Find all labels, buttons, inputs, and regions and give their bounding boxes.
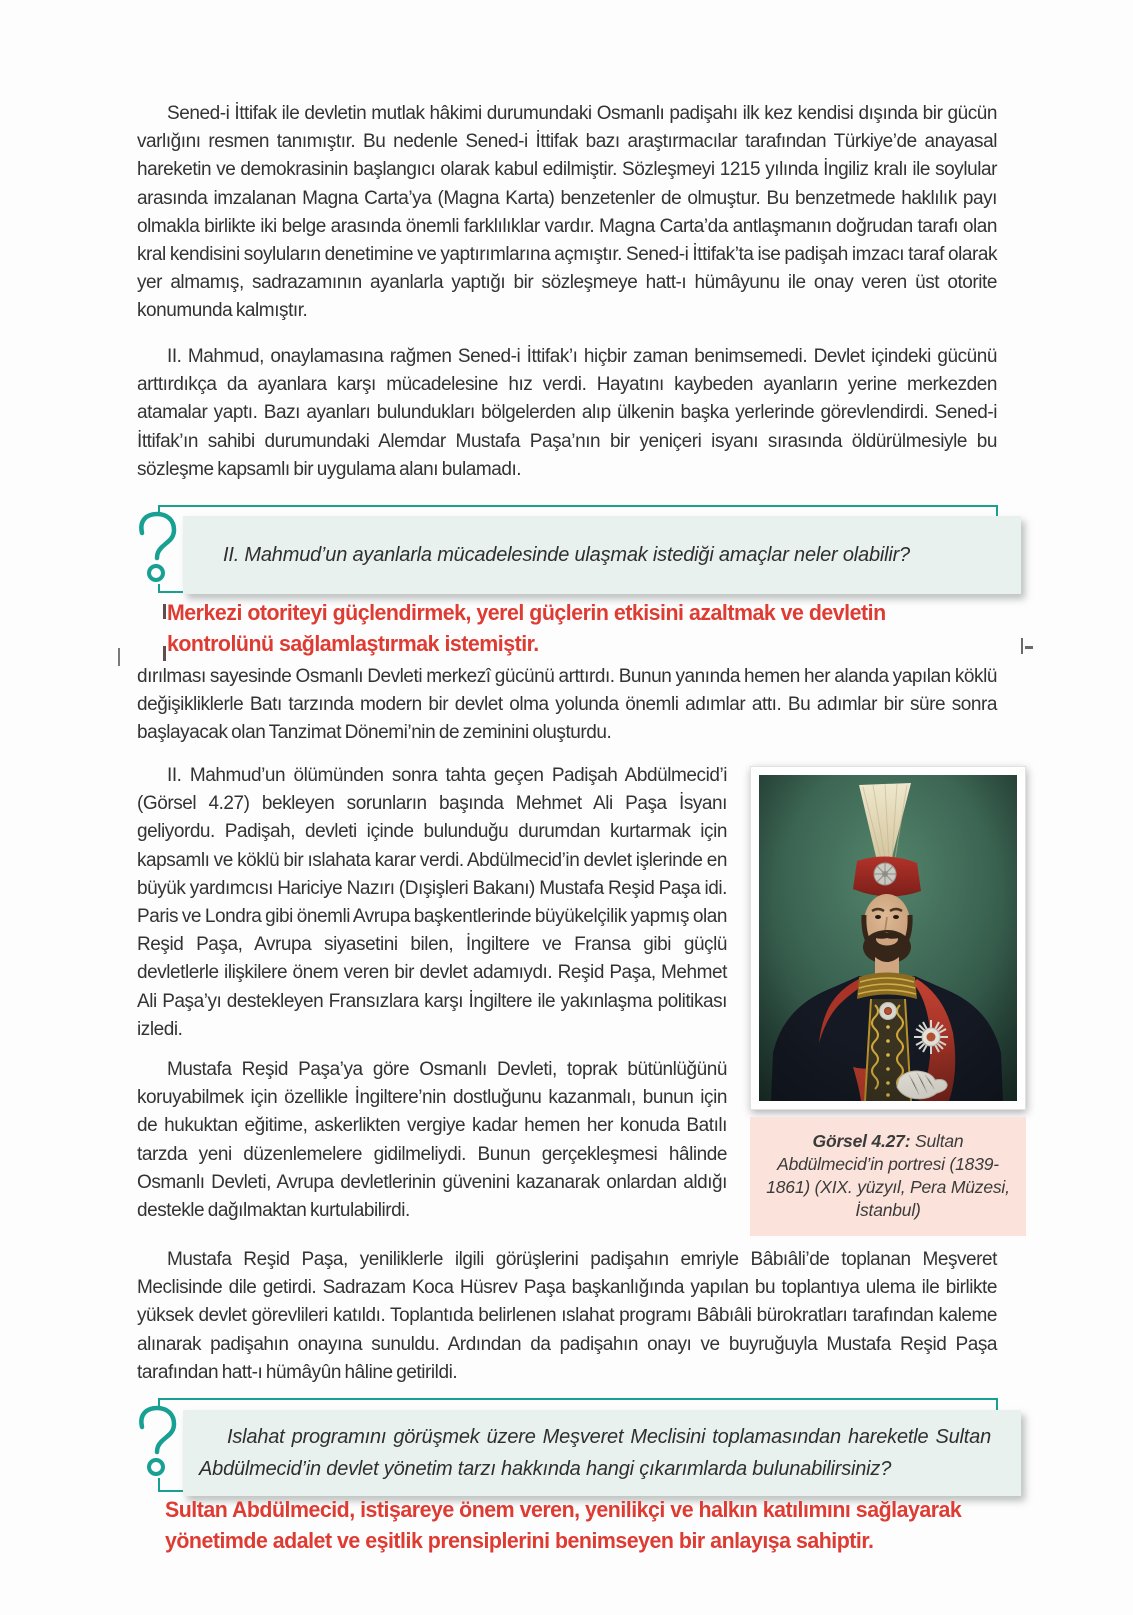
- scan-artifact: [118, 648, 120, 666]
- question-text-1: II. Mahmud’un ayanlarla mücadelesinde ulaşmak istediği amaçlar neler olabilir?: [223, 543, 910, 566]
- answer-1-line-2: kontrolünü sağlamlaştırmak istemiştir.: [167, 631, 539, 656]
- question-mark-icon: [134, 1404, 180, 1485]
- figure-4-27: [750, 766, 1026, 1110]
- paragraph-ii-mahmud-ayanlar: II. Mahmud, onaylamasına rağmen Sened-i İttifak’ı hiçbir zaman benimsemedi. Devlet içindeki gücünü arttırdıkça da ayanlara karşı mücadelesine hız verdi. Hayatını kaybeden ayanların yerine merkezden atamalar yaptı. Bazı ayanları bulundukları bölgelerden alıp ülkenin başka yerlerinde görevlendirdi. Sened-i İttifak’ın sahibi durumundaki Alemdar Mustafa Paşa’nın bir yeniçeri isyanı sırasında öldürülmesiyle bu sözleşme kapsamlı bir uygulama alanı bulamadı.: [137, 346, 997, 480]
- sultan-abdulmecid-portrait-image: [759, 775, 1017, 1101]
- figure-caption-label: Görsel 4.27:: [812, 1131, 911, 1151]
- answer-text-1: [167, 597, 886, 659]
- answer-1-line-1: Merkezi otoriteyi güçlendirmek, yerel güçlerin etkisini azaltmak ve devletin: [167, 600, 886, 625]
- scan-artifact: [1021, 638, 1023, 654]
- paragraph-resid-pasa-gorus: Mustafa Reşid Paşa’ya göre Osmanlı Devleti, toprak bütünlüğünü koruyabilmek için özellikle İngiltere’nin dostluğunu kazanmalı, bunun için de hukuktan eğitime, askerlikten vergiye kadar hemen her konuda Batılı tarzda yeni düzenlemelere gidilmeliydi. Bunun gerçekleşmesi hâlinde Osmanlı Devleti, Avrupa devletlerinin güvenini kazanarak onlardan aldığı destekle dağılmaktan kurtulabilirdi.: [137, 1059, 727, 1222]
- scan-artifact: [163, 646, 166, 661]
- question-text-2: Islahat programını görüşmek üzere Meşveret Meclisini toplamasından hareketle Sultan Abdülmecid’in devlet yönetim tarzı hakkında hangi çıkarımlarda bulunabilirsiniz?: [199, 1426, 991, 1480]
- answer-text-2: [165, 1494, 961, 1556]
- question-box-1: [183, 516, 1021, 594]
- figure-caption: [750, 1117, 1026, 1236]
- answer-2-line-2: yönetimde adalet ve eşitlik prensiplerini benimseyen bir anlayışa sahiptir.: [165, 1528, 874, 1553]
- scan-artifact: [163, 604, 166, 619]
- figure-caption-text: Sultan Abdülmecid’in portresi (1839-1861) (XIX. yüzyıl, Pera Müzesi, İstanbul): [766, 1131, 1010, 1220]
- answer-2-line-1: Sultan Abdülmecid, istişareye önem veren, yenilikçi ve halkın katılımını sağlayarak: [165, 1497, 962, 1522]
- paragraph-mesveret-meclisi: Mustafa Reşid Paşa, yeniliklerle ilgili görüşlerini padişahın emriyle Bâbıâli’de toplanan Meşveret Meclisinde dile getirdi. Sadrazam Koca Hüsrev Paşa başkanlığında yapılan bu toplantıya ulema ile birlikte yüksek devlet görevlileri katıldı. Toplantıda belirlenen ıslahat programı Bâbıâli bürokratları tarafından kaleme alınarak padişahın onayına sunuldu. Ardından da padişahın onayı ve buyruğuyla Mustafa Reşid Paşa tarafından hatt-ı hümâyûn hâline getirildi.: [137, 1249, 997, 1383]
- paragraph-merkezi-guc: dırılması sayesinde Osmanlı Devleti merkezî gücünü arttırdı. Bunun yanında hemen her alanda yapılan köklü değişikliklerle Batı tarzında modern bir devlet olma yolunda önemli adımlar attı. Bu adımlar bir süre sonra başlayacak olan Tanzimat Dönemi’nin de zeminini oluşturdu.: [137, 666, 997, 744]
- paragraph-abdulmecid-tahta: II. Mahmud’un ölümünden sonra tahta geçen Padişah Abdülmecid’i (Görsel 4.27) bekleyen sorunların başında Mehmet Ali Paşa İsyanı geliyordu. Padişah, devleti içinde bulunduğu durumdan kurtarmak için kapsamlı ve köklü bir ıslahata karar verdi. Abdülmecid’in devlet işlerinde en büyük yardımcısı Hariciye Nazırı (Dışişleri Bakanı) Mustafa Reşid Paşa idi. Paris ve Londra gibi önemli Avrupa başkentlerinde büyükelçilik yapmış olan Reşid Paşa, Avrupa siyasetini bilen, İngiltere ve Fransa gibi güçlü devletlerle ilişkilere önem veren bir devlet adamıydı. Reşid Paşa, Mehmet Ali Paşa’yı destekleyen Fransızlara karşı İngiltere ile yakınlaşma politikası izledi.: [137, 765, 727, 1040]
- scan-artifact: [1025, 646, 1033, 649]
- question-box-2: [183, 1410, 1021, 1496]
- question-mark-icon: [134, 510, 180, 591]
- paragraph-sened-i-ittifak: Sened-i İttifak ile devletin mutlak hâkimi durumundaki Osmanlı padişahı ilk kez kendisi dışında bir gücün varlığını resmen tanımıştır. Bu nedenle Sened-i İttifak bazı araştırmacılar tarafından Türkiye’de anayasal hareketin ve demokrasinin başlangıcı olarak kabul edilmiştir. Sözleşmeyi 1215 yılında İngiliz kralı ile soylular arasında imzalanan Magna Carta’ya (Magna Karta) benzetenler de olmuştur. Bu benzetmede haklılık payı olmakla birlikte iki belge arasında önemli farklılıklar vardır. Magna Carta’da antlaşmanın doğrudan tarafı olan kral kendisini soyluların denetimine ve yaptırımlarına açmıştır. Sened-i İttifak’ta ise padişah imzacı taraf olarak yer almamış, sadrazamının ayanlarla yaptığı bir sözleşmeye hatt-ı hümâyunu ile onay veren üst otorite konumunda kalmıştır.: [137, 103, 997, 322]
